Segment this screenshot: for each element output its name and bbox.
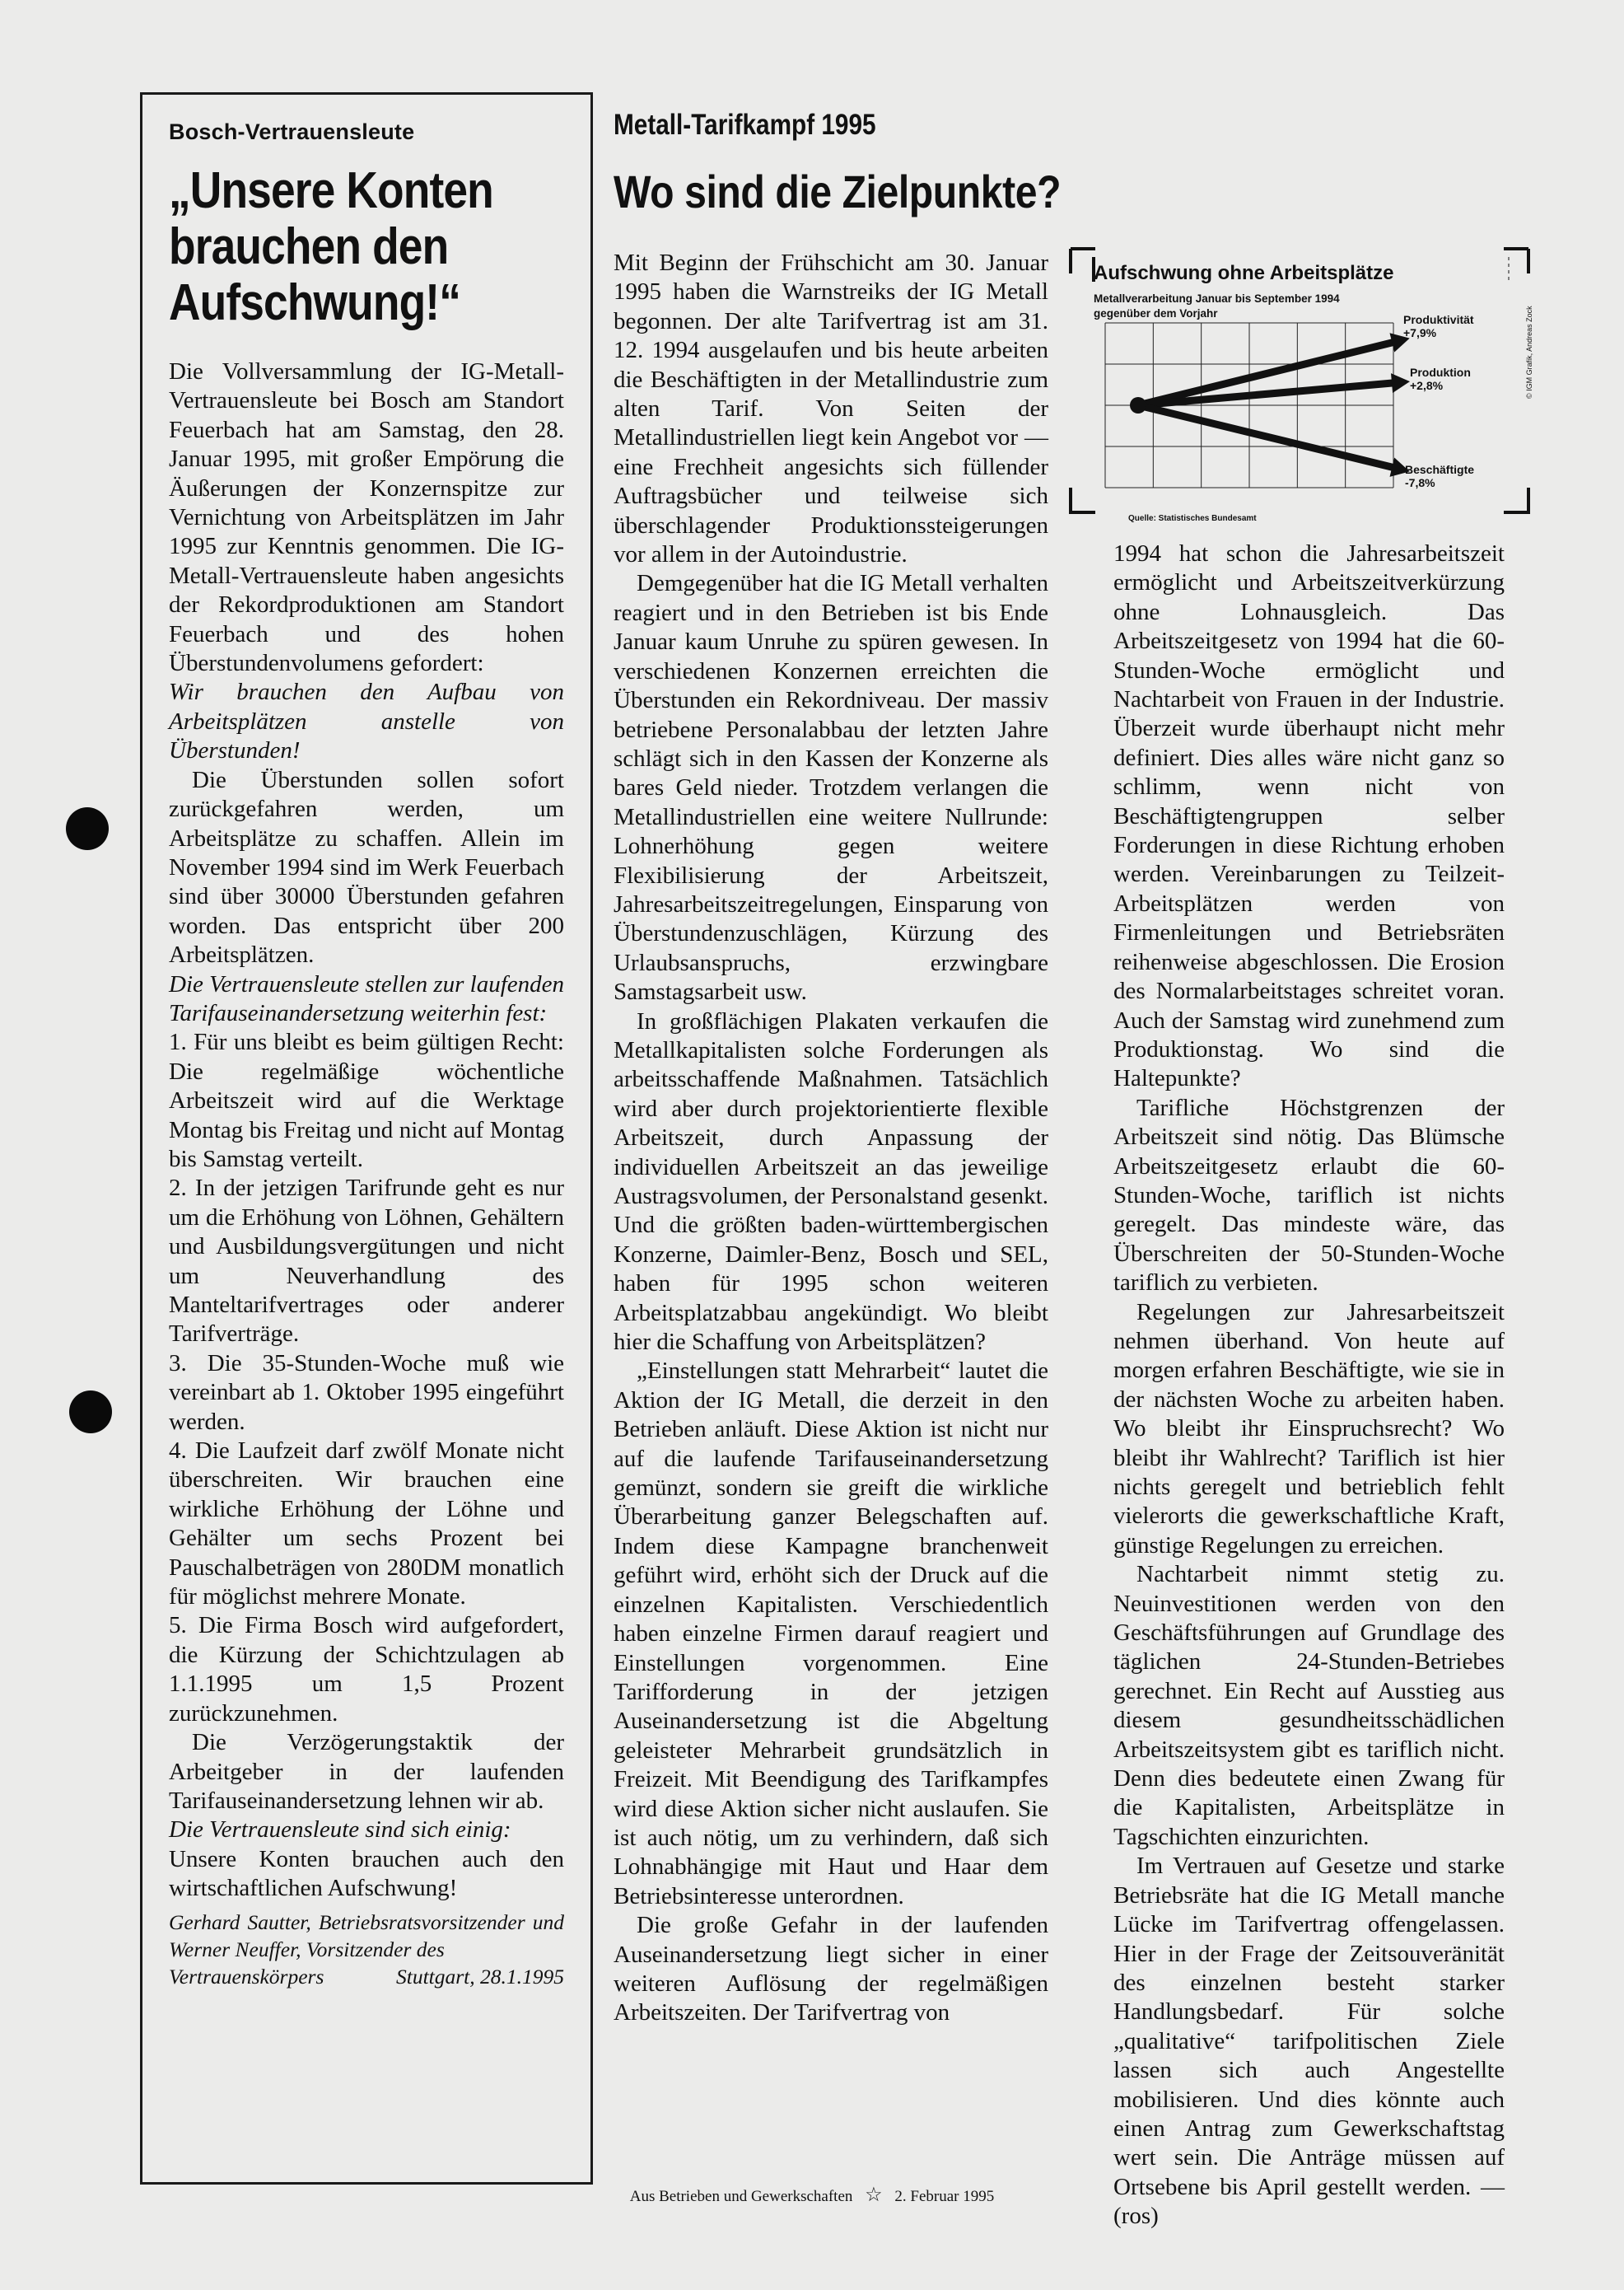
signature-names: Gerhard Sautter, Betriebsratsvorsitzender und Werner Neuffer, Vorsitzender des [169,1909,564,1961]
demand-item: 1. Für uns bleibt es beim gültigen Recht: Die regelmäßige wöchentliche Arbeitszeit wird auf die Werktage Montag bis Freitag und nicht auf Montag bis Samstag verteilt. [169,1029,564,1172]
paragraph-italic: Wir brauchen den Aufbau von Arbeitsplätzen anstelle von Überstunden! [169,679,564,764]
series-name: Beschäftigte [1405,463,1475,476]
series-value: -7,8% [1405,476,1435,489]
arrow-head-icon [1391,373,1410,393]
corner-bracket [1071,488,1095,512]
left-kicker: Bosch-Vertrauensleute [169,119,415,144]
paragraph: 1994 hat schon die Jahresarbeitszeit ermöglicht und Arbeitszeitverkürzung ohne Lohnausgleich. Das Arbeitszeitgesetz von 1994 hat die 60-Stunden-Woche ermöglicht und Nachtarbeit von Frauen in der Industrie. Überzeit wurde überhaupt nicht mehr definiert. Dies alles wäre nicht ganz so schlimm, wenn nicht von Beschäftigtengruppen selber Forderungen in diese Richtung erhoben werden. Vereinbarungen zu Teilzeit-Arbeitsplätzen werden von Firmenleitungen und Betriebsräten reihenweise abgeschlossen. Die Erosion des Normalarbeitstages schreitet voran. Auch der Samstag wird zunehmend zum Produktionstag. Wo sind die Haltepunkte? [1113,540,1505,1092]
headline-line: Aufschwung!“ [169,274,460,331]
right-headline: Wo sind die Zielpunkte? [614,166,1062,217]
demand-item: 2. In der jetzigen Tarifrunde geht es nur um die Erhöhung von Löhnen, Gehältern und Ausbildungsvergütungen und nicht um Neuverhandlung des Manteltarifvertrages oder anderer Tarifverträge. [169,1175,564,1348]
paragraph-italic: Die Vertrauensleute sind sich einig: [169,1816,511,1844]
right-column-b [1113,540,1505,2232]
paragraph: Unsere Konten brauchen auch den wirtschaftlichen Aufschwung! [169,1845,564,1902]
demand-item: 3. Die 35-Stunden-Woche muß wie vereinbart ab 1. Oktober 1995 eingeführt werden. [169,1349,564,1435]
paragraph: Die Überstunden sollen sofort zurückgefahren werden, um Arbeitsplätze zu schaffen. Allein im November 1994 sind im Werk Feuerbach sind über 30000 Überstunden gefahren worden. Das entspricht über 200 Arbeitsplätzen. [169,766,564,969]
right-column-a [614,249,1048,2028]
left-article-body [169,358,564,1990]
corner-bracket [1504,249,1528,273]
origin-point [1130,397,1146,414]
paragraph: Die Vollversammlung der IG-Metall-Vertrauensleute bei Bosch am Standort Feuerbach hat am Samstag, den 28. Januar 1995, mit großer Empörung die Äußerungen der Konzernspitze zur Vernichtung von Arbeitsplätzen im Jahr 1995 zur Kenntnis genommen. Die IG-Metall-Vertrauensleute haben angesichts der Rekordproduktionen am Standort Feuerbach und des hohen Überstundenvolumens gefordert: [169,358,564,677]
chart-subtitle-line: Metallverarbeitung Januar bis September 1994 [1094,292,1340,305]
paragraph: Nachtarbeit nimmt stetig zu. Neuinvestitionen werden von den Geschäftsführungen auf Grundlage des täglichen 24-Stunden-Betriebes gerechnet. Ein Recht auf Ausstieg aus diesem gesundheitsschädlichen Arbeitszeitsystem gibt es tariflich nicht. Denn dies bedeutete einen Zwang für die Kapitalisten, Arbeitsplätze in Tagschichten einzurichten. [1113,1561,1505,1850]
chart [1064,241,1535,525]
headline-line: brauchen den [169,218,449,275]
series-name: Produktion [1410,366,1471,379]
series-label-produktivitaet [1403,313,1474,339]
demand-item: 4. Die Laufzeit darf zwölf Monate nicht überschreiten. Wir brauchen eine wirkliche Erhöhung der Löhne und Gehälter um sechs Prozent bei Pauschalbeträgen von 280DM monatlich für möglichst mehrere Monate. [169,1437,564,1610]
paragraph: „Einstellungen statt Mehrarbeit“ lautet die Aktion der IG Metall, die derzeit in den Betrieben anläuft. Diese Aktion ist nicht nur auf die laufende Tarifauseinandersetzung gemünzt, sondern sie greift die wirkliche Überarbeitung ganzer Belegschaften auf. Indem diese Kampagne branchenweit geführt wird, erhöht sich der Druck auf die einzelnen Kapitalisten. Verschiedentlich haben einzelne Firmen darauf reagiert und Einstellungen vorgenommen. Eine Tarifforderung in der jetzigen Auseinandersetzung ist die Abgeltung geleisteter Mehrarbeit grundsätzlich in Freizeit. Mit Beendigung des Tarifkampfes wird diese Aktion sicher nicht auslaufen. Sie ist auch nötig, um zu verhindern, daß sich Lohnabhängige mit Haut und Haar dem Betriebsinteresse unterordnen. [614,1358,1048,1909]
page-footer [0,2183,1624,2207]
demand-item: 5. Die Firma Bosch wird aufgefordert, die Kürzung der Schichtzulagen ab 1.1.1995 um 1,5 Prozent zurückzunehmen. [169,1612,564,1727]
paragraph: Mit Beginn der Frühschicht am 30. Januar 1995 haben die Warnstreiks der IG Metall begonnen. Der alte Tarifvertrag ist am 31. 12. 1994 ausgelaufen und bis heute arbeiten die Beschäftigten in der Metallindustrie zum alten Tarif. Von Seiten der Metallindustriellen liegt kein Angebot vor — eine Frechheit angesichts sich füllender Auftragsbücher und teilweise sich überschlagender Produktionssteigerungen vor allem in der Autoindustrie. [614,250,1048,568]
headline-line: „Unsere Konten [169,162,493,219]
footer-publication: Aus Betrieben und Gewerkschaften [629,2188,853,2205]
right-kicker: Metall-Tarifkampf 1995 [614,109,876,141]
footer-date: 2. Februar 1995 [894,2188,995,2205]
paragraph: Im Vertrauen auf Gesetze und starke Betriebsräte hat die IG Metall manche Lücke im Tarifvertrag offengelassen. Hier in der Frage der Zeitsouveränität des einzelnen besteht starker Handlungsbedarf. Für solche „qualitative“ tarifpolitischen Ziele lassen sich auch Angestellte mobilisieren. Und dies könnte auch einen Antrag zum Gewerkschaftstag wert sein. Die Anträge müssen auf Ortsebene bis April gestellt werden. — (ros) [1113,1853,1505,2230]
punch-hole [66,807,109,850]
star-icon: ☆ [865,2185,883,2206]
series-value: +7,9% [1403,326,1437,339]
chart-source: Quelle: Statistisches Bundesamt [1128,514,1257,523]
paragraph: Demgegenüber hat die IG Metall verhalten reagiert und in den Betrieben ist bis Ende Januar kaum Unruhe zu spüren gewesen. In verschiedenen Konzernen erreichten die Überstunden ein Rekordniveau. Der massiv betriebene Personalabbau der letzten Jahre schlägt sich in den Kassen der Konzerne als bares Geld nieder. Trotzdem verlangen die Metallindustriellen eine weitere Nullrunde: Lohnerhöhung gegen weitere Flexibilisierung der Arbeitszeit, Jahresarbeitszeitregelungen, Einsparung von Überstundenzuschlägen, Kürzung des Urlaubsanspruchs, erzwingbare Samstagsarbeit usw. [614,570,1048,1006]
paragraph: Regelungen zur Jahresarbeitszeit nehmen überhand. Von heute auf morgen erfahren Beschäftigte, wie sie in der nächsten Woche zu arbeiten haben. Wo bleibt ihr Einspruchsrecht? Wo bleibt ihr Wahlrecht? Tariflich ist hier nichts geregelt und betrieblich fehlt vielerorts die gewerkschaftliche Kraft, günstige Regelungen zu erreichen. [1113,1298,1505,1559]
series-label-produktion [1410,366,1471,392]
paragraph-italic: Die Vertrauensleute stellen zur laufenden Tarifauseinandersetzung weiterhin fest: [169,970,565,1026]
signature-body: Vertrauenskörpers [169,1964,324,1989]
series-value: +2,8% [1410,379,1444,392]
series-name: Produktivität [1403,313,1474,326]
series-label-beschaeftigte [1405,463,1474,489]
left-article-box [140,92,593,2185]
chart-credit: © IGM Grafik, Andreas Zock [1525,306,1533,399]
corner-bracket [1071,249,1095,273]
left-headline [169,163,563,331]
corner-bracket [1504,488,1528,512]
punch-hole [69,1390,112,1433]
signature [169,1909,564,1990]
signature-line [169,1963,564,1990]
paragraph: In großflächigen Plakaten verkaufen die Metallkapitalisten solche Forderungen als arbeitsschaffende Maßnahmen. Tatsächlich wird aber durch projektorientierte flexible Arbeitszeit, durch Anpassung der individuellen Arbeitszeit an das jeweilige Austragsvolumen, der Personalstand gesenkt. Und die größten baden-württembergischen Konzerne, Daimler-Benz, Bosch und SEL, haben für 1995 schon weiteren Arbeitsplatzabbau angekündigt. Wo bleibt hier die Schaffung von Arbeitsplätzen? [614,1007,1048,1356]
paragraph: Tarifliche Höchstgrenzen der Arbeitszeit sind nötig. Das Blümsche Arbeitszeitgesetz erlaubt die 60-Stunden-Woche, tariflich ist nichts geregelt. Das mindeste wäre, das Überschreiten der 50-Stunden-Woche tariflich zu verbieten. [1113,1094,1505,1297]
chart-subtitle [1094,292,1340,321]
series-line-beschaeftigte [1138,405,1402,470]
paragraph: Die Verzögerungstaktik der Arbeitgeber in der laufenden Tarifauseinandersetzung lehnen wir ab. [169,1729,564,1814]
paragraph: Die große Gefahr in der laufenden Auseinandersetzung liegt sicher in einer weiteren Auflösung der regelmäßigen Arbeitszeiten. Der Tarifvertrag von [614,1912,1048,2026]
signature-place-date: Stuttgart, 28.1.1995 [395,1964,564,1989]
chart-title: Aufschwung ohne Arbeitsplätze [1094,262,1394,284]
chart-subtitle-line: gegenüber dem Vorjahr [1094,307,1218,320]
